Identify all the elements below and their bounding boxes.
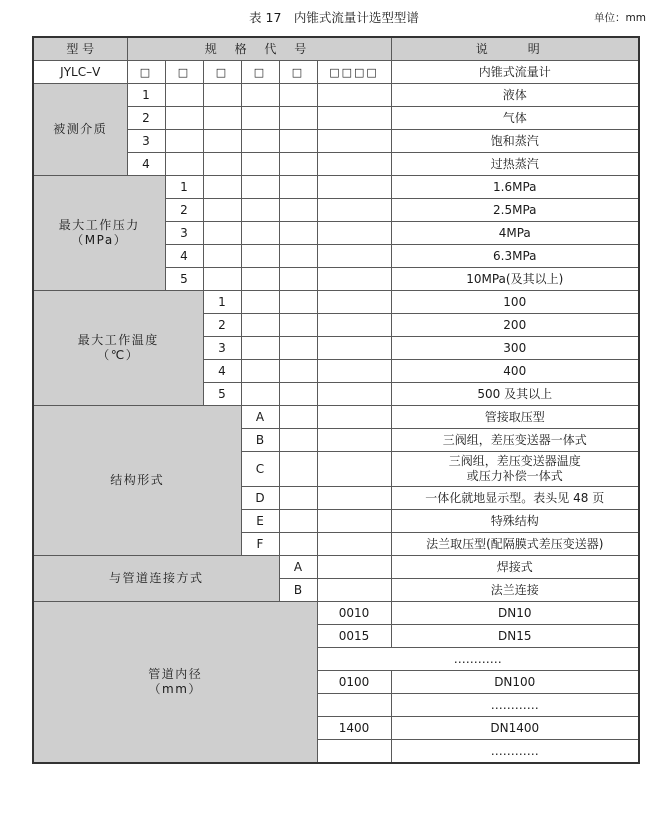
pressure-description: 6.3MPa: [391, 245, 639, 268]
connection-code: B: [279, 579, 317, 602]
diameter-unit: （mm）: [148, 682, 202, 696]
diameter-name: 管道内径: [148, 667, 203, 681]
diameter-description: DN100: [391, 671, 639, 694]
header-model: 型 号: [33, 37, 127, 61]
diameter-description: DN1400: [391, 717, 639, 740]
medium-description: 过热蒸汽: [391, 153, 639, 176]
diameter-description: DN10: [391, 602, 639, 625]
table-row: [33, 406, 639, 429]
medium-description: 气体: [391, 107, 639, 130]
header-description: 说 明: [391, 37, 639, 61]
pressure-description: 2.5MPa: [391, 199, 639, 222]
code-box: □: [203, 61, 241, 84]
medium-code: 1: [127, 84, 165, 107]
table-row: [33, 602, 639, 625]
header-spec-code: 规 格 代 号: [127, 37, 391, 61]
pressure-description: 10MPa(及其以上): [391, 268, 639, 291]
table-row: [33, 176, 639, 199]
structure-code: B: [241, 429, 279, 452]
ellipsis-row: …………: [391, 694, 639, 717]
pressure-code: 2: [165, 199, 203, 222]
diameter-label: [33, 602, 317, 764]
model-code: JYLC–V: [33, 61, 127, 84]
structure-desc-line2: 或压力补偿一体式: [466, 469, 563, 483]
diameter-code: 1400: [317, 717, 391, 740]
medium-code: 3: [127, 130, 165, 153]
temperature-code: 2: [203, 314, 241, 337]
spec-table: [32, 36, 640, 764]
code-box: □: [127, 61, 165, 84]
structure-code: A: [241, 406, 279, 429]
diameter-description: DN15: [391, 625, 639, 648]
connection-description: 法兰连接: [391, 579, 639, 602]
table-row: [33, 291, 639, 314]
model-description: 内锥式流量计: [391, 61, 639, 84]
connection-description: 焊接式: [391, 556, 639, 579]
table-title: 表 17 内锥式流量计选型型谱: [249, 10, 419, 25]
unit-label: 单位：mm: [594, 12, 646, 24]
structure-description: 特殊结构: [391, 510, 639, 533]
pressure-code: 1: [165, 176, 203, 199]
pressure-description: 4MPa: [391, 222, 639, 245]
medium-code: 4: [127, 153, 165, 176]
structure-code: D: [241, 487, 279, 510]
structure-code: E: [241, 510, 279, 533]
model-row: [33, 61, 639, 84]
pressure-code: 4: [165, 245, 203, 268]
header-row: [33, 37, 639, 61]
code-box: □: [165, 61, 203, 84]
connection-label: 与管道连接方式: [33, 556, 279, 602]
temperature-code: 4: [203, 360, 241, 383]
connection-code: A: [279, 556, 317, 579]
structure-description: 一体化就地显示型。表头见 48 页: [391, 487, 639, 510]
diameter-code: 0010: [317, 602, 391, 625]
table-row: [33, 84, 639, 107]
structure-desc-line1: 三阀组，差压变送器温度: [448, 454, 581, 468]
pressure-code: 5: [165, 268, 203, 291]
table-row: [33, 556, 639, 579]
structure-description: 法兰取压型(配隔膜式差压变送器): [391, 533, 639, 556]
temperature-description: 400: [391, 360, 639, 383]
medium-code: 2: [127, 107, 165, 130]
temperature-label: [33, 291, 203, 406]
pressure-unit: （MPa）: [71, 233, 128, 247]
structure-label: 结构形式: [33, 406, 241, 556]
structure-description: [391, 452, 639, 487]
medium-label: 被测介质: [33, 84, 127, 176]
diameter-code: 0015: [317, 625, 391, 648]
structure-description: 三阀组，差压变送器一体式: [391, 429, 639, 452]
temperature-code: 3: [203, 337, 241, 360]
table-caption: [0, 6, 668, 26]
temperature-code: 5: [203, 383, 241, 406]
temperature-description: 300: [391, 337, 639, 360]
ellipsis-row: …………: [391, 740, 639, 764]
structure-code: F: [241, 533, 279, 556]
code-box: □: [241, 61, 279, 84]
temperature-description: 200: [391, 314, 639, 337]
code-box: □: [279, 61, 317, 84]
medium-description: 饱和蒸汽: [391, 130, 639, 153]
structure-code: C: [241, 452, 279, 487]
structure-description: 管接取压型: [391, 406, 639, 429]
temperature-description: 500 及其以上: [391, 383, 639, 406]
pressure-label: [33, 176, 165, 291]
pressure-code: 3: [165, 222, 203, 245]
medium-description: 液体: [391, 84, 639, 107]
pressure-name: 最大工作压力: [58, 218, 140, 232]
diameter-code: 0100: [317, 671, 391, 694]
temperature-code: 1: [203, 291, 241, 314]
ellipsis-row: …………: [317, 648, 639, 671]
temperature-unit: （℃）: [97, 348, 140, 362]
pressure-description: 1.6MPa: [391, 176, 639, 199]
code-box-group: □□□□: [317, 61, 391, 84]
temperature-name: 最大工作温度: [77, 333, 159, 347]
temperature-description: 100: [391, 291, 639, 314]
